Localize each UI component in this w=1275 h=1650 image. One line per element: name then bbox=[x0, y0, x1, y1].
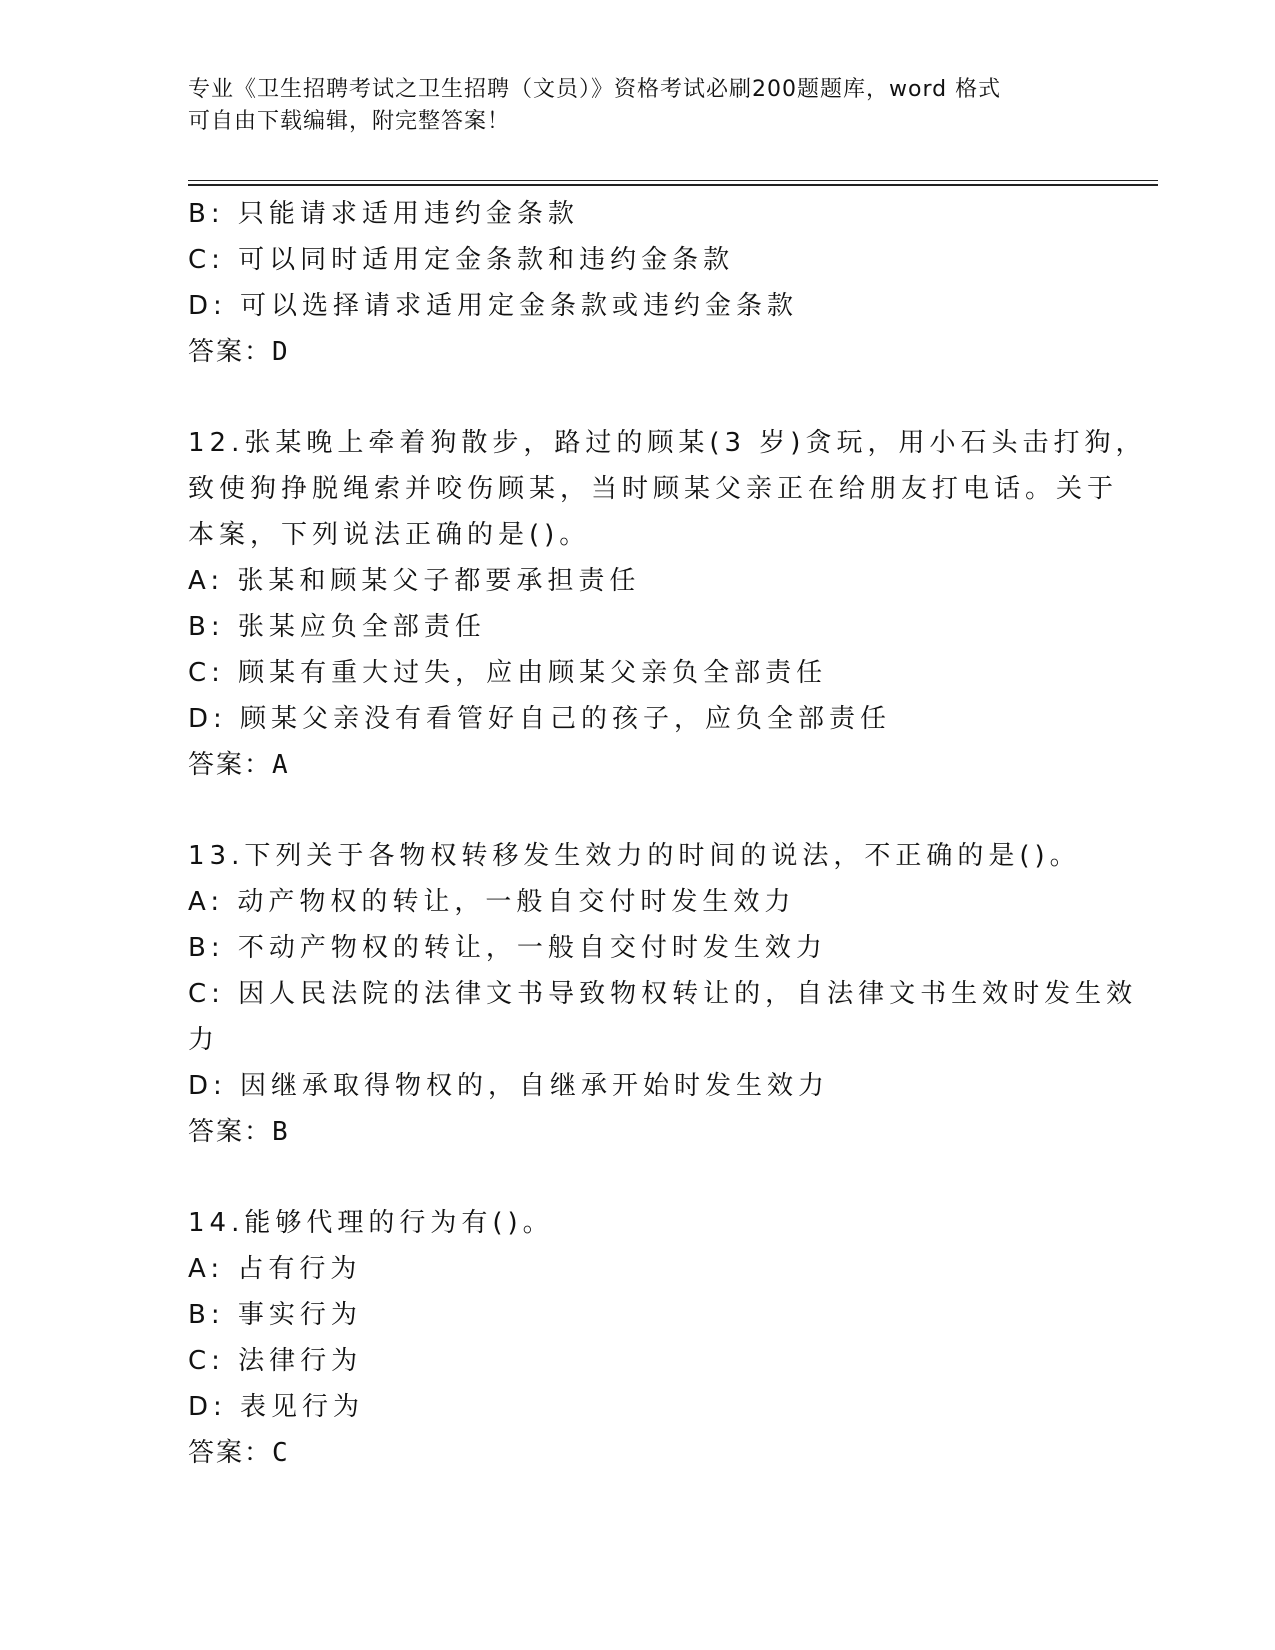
q11-answer-label: 答案： bbox=[188, 337, 273, 367]
question-14-block bbox=[188, 1200, 1088, 1476]
q13-answer-label: 答案： bbox=[188, 1117, 273, 1147]
question-content bbox=[188, 191, 1147, 1476]
q14-option-a: A: 占有行为 bbox=[188, 1254, 362, 1284]
q13-option-d: D: 因继承取得物权的，自继承开始时发生效力 bbox=[188, 1071, 830, 1101]
q13-option-b: B: 不动产物权的转让，一般自交付时发生效力 bbox=[188, 933, 827, 963]
document-header bbox=[188, 74, 1088, 138]
q12-option-b: B: 张某应负全部责任 bbox=[188, 612, 486, 642]
q11-option-c: C: 可以同时适用定金条款和违约金条款 bbox=[188, 245, 735, 275]
q14-option-c: C: 法律行为 bbox=[188, 1346, 363, 1376]
question-11-block bbox=[188, 191, 1088, 375]
q12-option-d: D: 顾某父亲没有看管好自己的孩子，应负全部责任 bbox=[188, 704, 892, 734]
q12-answer bbox=[188, 742, 1088, 788]
header-divider-top bbox=[188, 180, 1158, 181]
q13-answer-value: B bbox=[272, 1117, 288, 1147]
q12-question-line-3: 本案，下列说法正确的是()。 bbox=[188, 520, 591, 550]
q11-answer bbox=[188, 329, 1088, 375]
header-divider-bottom bbox=[188, 184, 1158, 186]
q13-question: 13.下列关于各物权转移发生效力的时间的说法，不正确的是()。 bbox=[188, 841, 1081, 871]
header-title-line-2: 可自由下载编辑，附完整答案！ bbox=[188, 109, 511, 134]
question-12-block bbox=[188, 420, 1147, 788]
q12-answer-label: 答案： bbox=[188, 750, 273, 780]
q11-option-b: B: 只能请求适用违约金条款 bbox=[188, 199, 579, 229]
q12-answer-value: A bbox=[272, 750, 288, 780]
q14-option-d: D: 表见行为 bbox=[188, 1392, 365, 1422]
q12-option-c: C: 顾某有重大过失，应由顾某父亲负全部责任 bbox=[188, 658, 828, 688]
header-title-line-1: 专业《卫生招聘考试之卫生招聘（文员）》资格考试必刷200题题库，word 格式 bbox=[188, 77, 1002, 102]
question-13-block bbox=[188, 833, 1138, 1155]
q13-option-c-line-1: C: 因人民法院的法律文书导致物权转让的，自法律文书生效时发生效 bbox=[188, 979, 1138, 1009]
q12-option-a: A: 张某和顾某父子都要承担责任 bbox=[188, 566, 641, 596]
q12-question-line-2: 致使狗挣脱绳索并咬伤顾某，当时顾某父亲正在给朋友打电话。关于 bbox=[188, 474, 1119, 504]
q11-answer-value: D bbox=[272, 337, 288, 367]
q14-option-b: B: 事实行为 bbox=[188, 1300, 362, 1330]
q14-answer-value: C bbox=[272, 1438, 288, 1468]
q13-answer bbox=[188, 1109, 1088, 1155]
q14-answer-label: 答案： bbox=[188, 1438, 273, 1468]
q11-option-d: D: 可以选择请求适用定金条款或违约金条款 bbox=[188, 291, 799, 321]
q13-option-a: A: 动产物权的转让，一般自交付时发生效力 bbox=[188, 887, 796, 917]
q12-question-line-1: 12.张某晚上牵着狗散步，路过的顾某(3 岁)贪玩，用小石头击打狗， bbox=[188, 428, 1147, 458]
q13-option-c-line-2: 力 bbox=[188, 1025, 220, 1055]
q14-answer bbox=[188, 1430, 1088, 1476]
q14-question: 14.能够代理的行为有()。 bbox=[188, 1208, 554, 1238]
